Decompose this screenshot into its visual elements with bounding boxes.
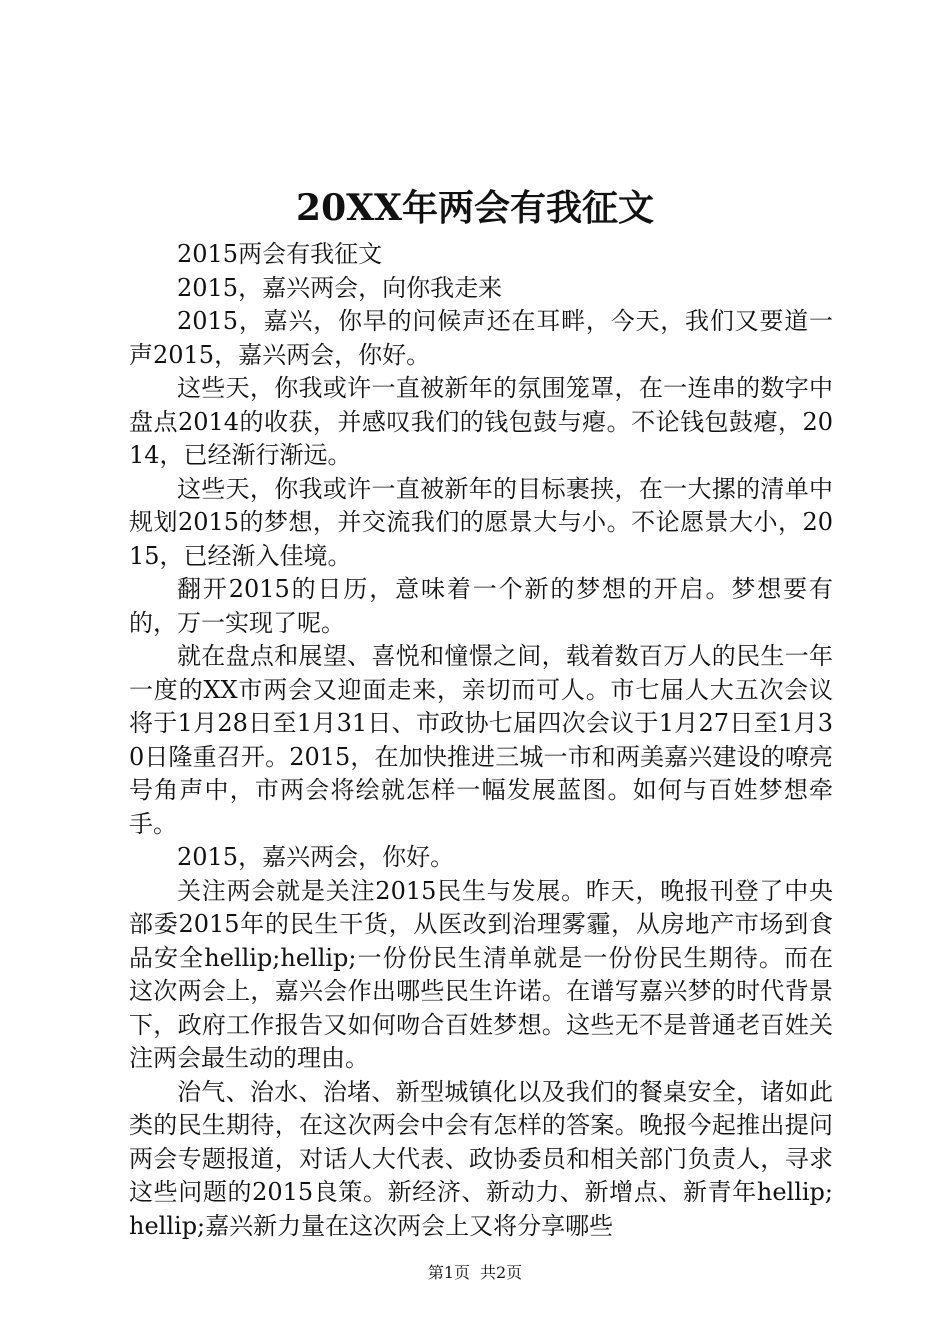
body-paragraph: 治气、治水、治堵、新型城镇化以及我们的餐桌安全，诸如此类的民生期待，在这次两会中会有怎样的答案。晚报今起推出提问两会专题报道，对话人大代表、政协委员和相关部门负责人，寻求这些问题的2015良策。新经济、新动力、新增点、新青年hellip;hellip;嘉兴新力量在这次两会上又将分享哪些	[129, 1077, 833, 1240]
body-paragraph: 2015，嘉兴两会，向你我走来	[177, 273, 503, 302]
page-footer	[0, 1262, 950, 1284]
body-paragraph: 这些天，你我或许一直被新年的氛围笼罩，在一连串的数字中盘点2014的收获，并感叹我们的钱包鼓与瘪。不论钱包鼓瘪，2014，已经渐行渐远。	[129, 374, 833, 469]
body-paragraph: 2015，嘉兴两会，你好。	[177, 843, 455, 871]
document-title: 20XX年两会有我征文	[296, 187, 654, 229]
document-body	[129, 238, 833, 1243]
page-number-total: 共2页	[480, 1263, 523, 1282]
page-number-current: 第1页	[427, 1263, 470, 1282]
body-paragraph: 关注两会就是关注2015民生与发展。昨天，晚报刊登了中央部委2015年的民生干货，从医改到治理雾霾，从房地产市场到食品安全hellip;hellip;一份份民生清单就是一份份民生期待。而在这次两会上，嘉兴会作出哪些民生许诺。在谱写嘉兴梦的时代背景下，政府工作报告又如何吻合百姓梦想。这些无不是普通老百姓关注两会最生动的理由。	[129, 876, 833, 1072]
body-paragraph: 2015两会有我征文	[177, 240, 383, 268]
body-paragraph: 这些天，你我或许一直被新年的目标裹挟，在一大摞的清单中规划2015的梦想，并交流我们的愿景大与小。不论愿景大小，2015，已经渐入佳境。	[129, 474, 833, 570]
body-paragraph: 就在盘点和展望、喜悦和憧憬之间，载着数百万人的民生一年一度的XX市两会又迎面走来，亲切而可人。市七届人大五次会议将于1月28日至1月31日、市政协七届四次会议于1月27日至1月30日隆重召开。2015，在加快推进三城一市和两美嘉兴建设的嘹亮号角声中，市两会将绘就怎样一幅发展蓝图。如何与百姓梦想牵手。	[129, 642, 833, 838]
body-paragraph: 2015，嘉兴，你早的问候声还在耳畔，今天，我们又要道一声2015，嘉兴两会，你好。	[129, 307, 833, 369]
body-paragraph: 翻开2015的日历，意味着一个新的梦想的开启。梦想要有的，万一实现了呢。	[129, 575, 833, 637]
